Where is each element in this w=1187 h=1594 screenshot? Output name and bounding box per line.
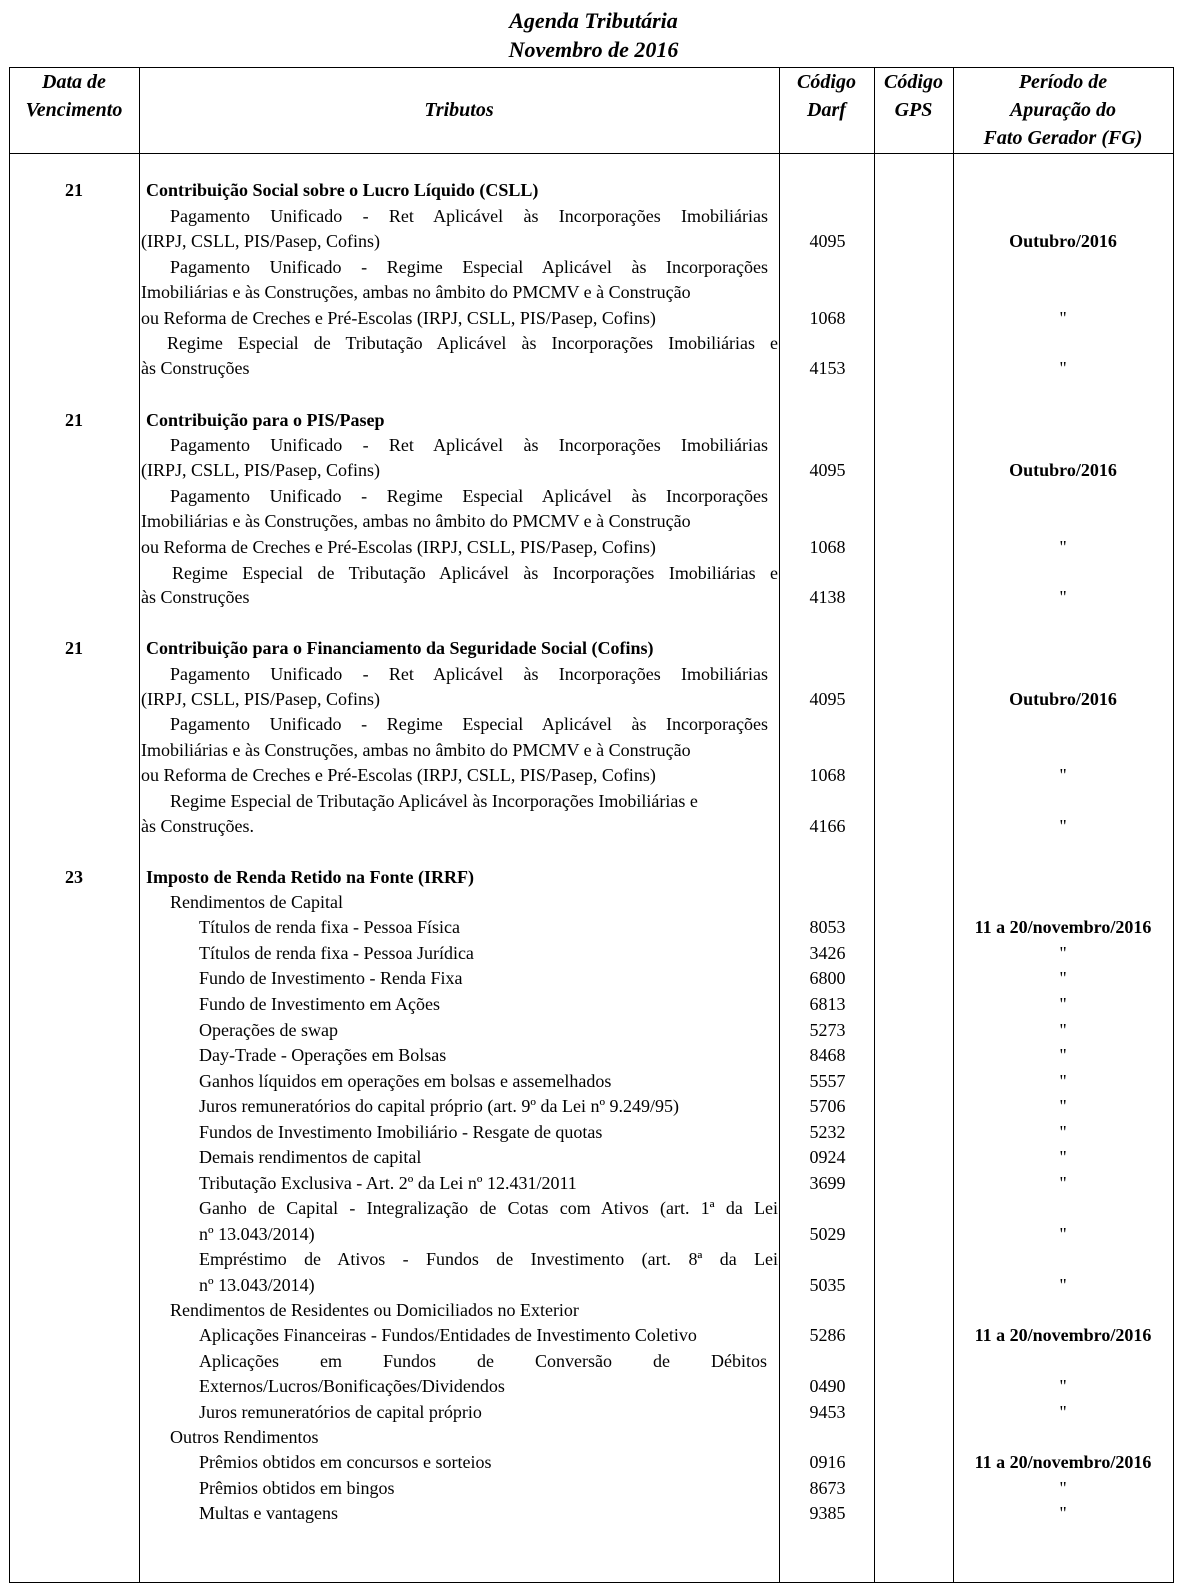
periodo-apuracao: 11 a 20/novembro/2016 bbox=[974, 917, 1152, 937]
table-row bbox=[0, 1247, 1187, 1272]
tributo-text: às Construções bbox=[141, 358, 250, 378]
codigo-darf: 5706 bbox=[809, 1096, 846, 1116]
tributo-text: Regime Especial de Tributação Aplicável às Incorporações Imobiliárias e bbox=[170, 791, 698, 811]
table-row bbox=[0, 204, 1187, 229]
codigo-darf: 4153 bbox=[809, 358, 846, 378]
tributo-text: às Construções bbox=[141, 587, 250, 607]
periodo-apuracao: " bbox=[1059, 1478, 1067, 1498]
codigo-darf: 6813 bbox=[809, 994, 846, 1014]
tributo-text: Fundo de Investimento em Ações bbox=[199, 994, 440, 1014]
codigo-darf: 6800 bbox=[809, 968, 846, 988]
codigo-darf: 5029 bbox=[809, 1224, 846, 1244]
table-row bbox=[0, 1120, 1187, 1145]
tributo-text: ou Reforma de Creches e Pré-Escolas (IRPJ, CSLL, PIS/Pasep, Cofins) bbox=[141, 765, 656, 785]
table-row bbox=[0, 509, 1187, 534]
tributo-text: às Construções. bbox=[141, 816, 254, 836]
table-row bbox=[0, 1476, 1187, 1501]
page-subtitle: Novembro de 2016 bbox=[508, 37, 679, 62]
tributo-text: Ganho de Capital - Integralização de Cotas com Ativos (art. 1ª da Lei bbox=[199, 1198, 778, 1218]
tributo-text: (IRPJ, CSLL, PIS/Pasep, Cofins) bbox=[141, 689, 381, 709]
periodo-apuracao: Outubro/2016 bbox=[1009, 460, 1117, 480]
periodo-apuracao: Outubro/2016 bbox=[1009, 231, 1117, 251]
codigo-darf: 8673 bbox=[809, 1478, 846, 1498]
tributo-text: Pagamento Unificado - Regime Especial Aplicável às Incorporações bbox=[170, 486, 768, 506]
periodo-apuracao: " bbox=[1059, 816, 1067, 836]
periodo-apuracao: " bbox=[1059, 1147, 1067, 1167]
tributo-text: Imobiliárias e às Construções, ambas no âmbito do PMCMV e à Construção bbox=[141, 740, 691, 760]
tributo-text: Aplicações Financeiras - Fundos/Entidades de Investimento Coletivo bbox=[199, 1325, 697, 1345]
tributo-heading: Contribuição para o Financiamento da Seguridade Social (Cofins) bbox=[146, 638, 654, 658]
table-row bbox=[0, 941, 1187, 966]
table-row bbox=[0, 585, 1187, 610]
table-row bbox=[0, 1501, 1187, 1526]
codigo-darf: 4166 bbox=[809, 816, 846, 836]
tributo-text: Pagamento Unificado - Regime Especial Aplicável às Incorporações bbox=[170, 257, 768, 277]
codigo-darf: 1068 bbox=[809, 308, 846, 328]
tributo-text: Fundos de Investimento Imobiliário - Resgate de quotas bbox=[199, 1122, 603, 1142]
codigo-darf: 3426 bbox=[809, 943, 846, 963]
table-row bbox=[0, 1400, 1187, 1425]
tributo-text: Demais rendimentos de capital bbox=[199, 1147, 422, 1167]
tributo-text: Regime Especial de Tributação Aplicável às Incorporações Imobiliárias e bbox=[172, 563, 778, 583]
header-date: Data de Vencimento bbox=[25, 71, 123, 121]
table-row bbox=[0, 561, 1187, 586]
due-date: 21 bbox=[65, 180, 83, 200]
tributo-text: Pagamento Unificado - Ret Aplicável às Incorporações Imobiliárias bbox=[170, 664, 768, 684]
tributo-text: Pagamento Unificado - Ret Aplicável às Incorporações Imobiliárias bbox=[170, 435, 768, 455]
due-date: 21 bbox=[65, 638, 83, 658]
periodo-apuracao: " bbox=[1059, 1402, 1067, 1422]
table-row bbox=[0, 535, 1187, 560]
tributo-text: Pagamento Unificado - Regime Especial Aplicável às Incorporações bbox=[170, 714, 768, 734]
tributo-text: Juros remuneratórios de capital próprio bbox=[199, 1402, 482, 1422]
page-title: Agenda Tributária bbox=[509, 8, 678, 33]
table-row bbox=[0, 1171, 1187, 1196]
periodo-apuracao: " bbox=[1059, 587, 1067, 607]
table-row bbox=[0, 1018, 1187, 1043]
periodo-apuracao: 11 a 20/novembro/2016 bbox=[974, 1452, 1152, 1472]
codigo-darf: 5232 bbox=[809, 1122, 846, 1142]
table-row bbox=[0, 1425, 1187, 1450]
table-row bbox=[0, 356, 1187, 381]
tributo-text: Multas e vantagens bbox=[199, 1503, 338, 1523]
table-row bbox=[0, 484, 1187, 509]
periodo-apuracao: " bbox=[1059, 994, 1067, 1014]
periodo-apuracao: " bbox=[1059, 968, 1067, 988]
tributo-heading: Imposto de Renda Retido na Fonte (IRRF) bbox=[146, 867, 474, 887]
table-row bbox=[0, 865, 1187, 890]
table-row bbox=[0, 1069, 1187, 1094]
periodo-apuracao: Outubro/2016 bbox=[1009, 689, 1117, 709]
periodo-apuracao: " bbox=[1059, 1122, 1067, 1142]
header-divider bbox=[9, 153, 1174, 154]
tributo-text: Títulos de renda fixa - Pessoa Física bbox=[199, 917, 460, 937]
tributo-text: Empréstimo de Ativos - Fundos de Investimento (art. 8ª da Lei bbox=[199, 1249, 778, 1269]
header-periodo: Período de Apuração do Fato Gerador (FG) bbox=[983, 71, 1143, 149]
tributo-text: Operações de swap bbox=[199, 1020, 338, 1040]
codigo-darf: 5286 bbox=[809, 1325, 846, 1345]
codigo-darf: 1068 bbox=[809, 765, 846, 785]
table-row bbox=[0, 789, 1187, 814]
tributo-text: nº 13.043/2014) bbox=[199, 1224, 315, 1244]
table-row bbox=[0, 1323, 1187, 1348]
tributo-text: ou Reforma de Creches e Pré-Escolas (IRPJ, CSLL, PIS/Pasep, Cofins) bbox=[141, 537, 656, 557]
codigo-darf: 0916 bbox=[809, 1452, 846, 1472]
codigo-darf: 3699 bbox=[809, 1173, 846, 1193]
codigo-darf: 0490 bbox=[809, 1376, 846, 1396]
table-row bbox=[0, 458, 1187, 483]
table-row bbox=[0, 992, 1187, 1017]
tributo-heading: Contribuição para o PIS/Pasep bbox=[146, 410, 385, 430]
tributo-text: Rendimentos de Residentes ou Domiciliados no Exterior bbox=[170, 1300, 579, 1320]
tributo-text: Títulos de renda fixa - Pessoa Jurídica bbox=[199, 943, 474, 963]
tributo-text: Rendimentos de Capital bbox=[170, 892, 343, 912]
table-row bbox=[0, 1094, 1187, 1119]
table-row bbox=[0, 738, 1187, 763]
table-row bbox=[0, 1450, 1187, 1475]
codigo-darf: 1068 bbox=[809, 537, 846, 557]
table-row bbox=[0, 331, 1187, 356]
codigo-darf: 8468 bbox=[809, 1045, 846, 1065]
table-row bbox=[0, 763, 1187, 788]
tributo-text: Outros Rendimentos bbox=[170, 1427, 319, 1447]
table-row bbox=[0, 712, 1187, 737]
table-row bbox=[0, 1298, 1187, 1323]
table-row bbox=[0, 966, 1187, 991]
codigo-darf: 9385 bbox=[809, 1503, 846, 1523]
periodo-apuracao: " bbox=[1059, 358, 1067, 378]
tributo-text: Imobiliárias e às Construções, ambas no âmbito do PMCMV e à Construção bbox=[141, 511, 691, 531]
tributo-text: nº 13.043/2014) bbox=[199, 1275, 315, 1295]
codigo-darf: 8053 bbox=[809, 917, 846, 937]
periodo-apuracao: " bbox=[1059, 765, 1067, 785]
periodo-apuracao: " bbox=[1059, 1376, 1067, 1396]
tributo-text: Aplicações em Fundos de Conversão de Débitos bbox=[199, 1351, 767, 1371]
periodo-apuracao: " bbox=[1059, 308, 1067, 328]
table-row bbox=[0, 1222, 1187, 1247]
table-row bbox=[0, 306, 1187, 331]
table-row bbox=[0, 1349, 1187, 1374]
tributo-text: Tributação Exclusiva - Art. 2º da Lei nº 12.431/2011 bbox=[199, 1173, 577, 1193]
table-row bbox=[0, 1043, 1187, 1068]
codigo-darf: 5557 bbox=[809, 1071, 846, 1091]
table-row bbox=[0, 890, 1187, 915]
header-tributos: Tributos bbox=[424, 99, 494, 121]
codigo-darf: 4095 bbox=[809, 231, 846, 251]
tributo-text: Externos/Lucros/Bonificações/Dividendos bbox=[199, 1376, 505, 1396]
tributo-text: Ganhos líquidos em operações em bolsas e assemelhados bbox=[199, 1071, 612, 1091]
table-row bbox=[0, 1145, 1187, 1170]
periodo-apuracao: " bbox=[1059, 1096, 1067, 1116]
table-row bbox=[0, 687, 1187, 712]
due-date: 23 bbox=[65, 867, 83, 887]
table-row bbox=[0, 178, 1187, 203]
periodo-apuracao: " bbox=[1059, 1275, 1067, 1295]
tributo-text: Fundo de Investimento - Renda Fixa bbox=[199, 968, 463, 988]
tributo-text: Prêmios obtidos em bingos bbox=[199, 1478, 395, 1498]
table-row bbox=[0, 1196, 1187, 1221]
tributo-text: Imobiliárias e às Construções, ambas no âmbito do PMCMV e à Construção bbox=[141, 282, 691, 302]
due-date: 21 bbox=[65, 410, 83, 430]
periodo-apuracao: " bbox=[1059, 943, 1067, 963]
tributo-text: (IRPJ, CSLL, PIS/Pasep, Cofins) bbox=[141, 460, 381, 480]
periodo-apuracao: " bbox=[1059, 1224, 1067, 1244]
codigo-darf: 4138 bbox=[809, 587, 846, 607]
table-row bbox=[0, 662, 1187, 687]
tributo-text: ou Reforma de Creches e Pré-Escolas (IRPJ, CSLL, PIS/Pasep, Cofins) bbox=[141, 308, 656, 328]
periodo-apuracao: " bbox=[1059, 1173, 1067, 1193]
table-row bbox=[0, 1273, 1187, 1298]
periodo-apuracao: " bbox=[1059, 1020, 1067, 1040]
table-row bbox=[0, 280, 1187, 305]
tributo-text: Pagamento Unificado - Ret Aplicável às Incorporações Imobiliárias bbox=[170, 206, 768, 226]
table-row bbox=[0, 636, 1187, 661]
table-row bbox=[0, 255, 1187, 280]
table-row bbox=[0, 433, 1187, 458]
codigo-darf: 5035 bbox=[809, 1275, 846, 1295]
tributo-text: (IRPJ, CSLL, PIS/Pasep, Cofins) bbox=[141, 231, 381, 251]
periodo-apuracao: " bbox=[1059, 1503, 1067, 1523]
codigo-darf: 9453 bbox=[809, 1402, 846, 1422]
codigo-darf: 0924 bbox=[809, 1147, 846, 1167]
periodo-apuracao: " bbox=[1059, 1071, 1067, 1091]
table-row bbox=[0, 229, 1187, 254]
table-row bbox=[0, 915, 1187, 940]
tributo-text: Day-Trade - Operações em Bolsas bbox=[199, 1045, 447, 1065]
table-row bbox=[0, 814, 1187, 839]
table-row bbox=[0, 1374, 1187, 1399]
header-codigo-darf: Código Darf bbox=[797, 71, 856, 121]
tributo-text: Juros remuneratórios do capital próprio (art. 9º da Lei nº 9.249/95) bbox=[199, 1096, 680, 1116]
periodo-apuracao: 11 a 20/novembro/2016 bbox=[974, 1325, 1152, 1345]
tributo-text: Prêmios obtidos em concursos e sorteios bbox=[199, 1452, 492, 1472]
periodo-apuracao: " bbox=[1059, 537, 1067, 557]
tributo-heading: Contribuição Social sobre o Lucro Líquido (CSLL) bbox=[146, 180, 539, 200]
codigo-darf: 4095 bbox=[809, 460, 846, 480]
codigo-darf: 5273 bbox=[809, 1020, 846, 1040]
tributo-text: Regime Especial de Tributação Aplicável às Incorporações Imobiliárias e bbox=[167, 333, 778, 353]
header-codigo-gps: Código GPS bbox=[884, 71, 943, 121]
codigo-darf: 4095 bbox=[809, 689, 846, 709]
periodo-apuracao: " bbox=[1059, 1045, 1067, 1065]
table-row bbox=[0, 408, 1187, 433]
